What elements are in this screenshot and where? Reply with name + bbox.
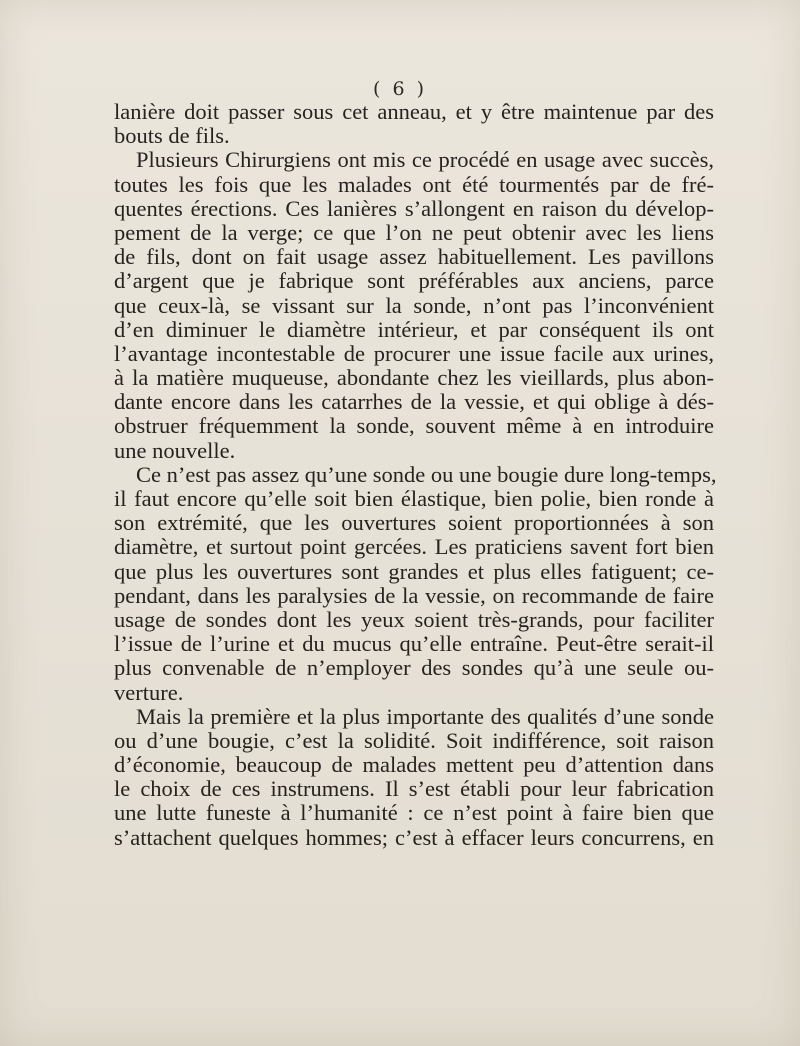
- text-line: Mais la première et la plus importante des qualités d’une sonde: [136, 703, 714, 729]
- text-line: son extrémité, que les ouvertures soient proportionnées à son: [114, 510, 714, 536]
- text-line: quentes érections. Ces lanières s’allongent en raison du dévelop-: [114, 195, 714, 221]
- text-line: que ceux-là, se vissant sur la sonde, n’ont pas l’inconvénient: [114, 292, 714, 318]
- page-number: ( 6 ): [373, 78, 427, 100]
- text-line: dante encore dans les catarrhes de la vessie, et qui oblige à dés-: [114, 389, 714, 415]
- text-line: Plusieurs Chirurgiens ont mis ce procédé en usage avec succès,: [136, 147, 714, 173]
- text-line: il faut encore qu’elle soit bien élastique, bien polie, bien ronde à: [114, 486, 714, 511]
- text-line: que plus les ouvertures sont grandes et plus elles fatiguent; ce-: [114, 558, 714, 584]
- text-line: une nouvelle.: [114, 437, 236, 463]
- text-line: toutes les fois que les malades ont été tourmentés par de fré-: [114, 171, 714, 197]
- body-text: [114, 99, 717, 850]
- text-line: plus convenable de n’employer des sondes qu’à une seule ou-: [114, 655, 714, 681]
- text-line: l’avantage incontestable de procurer une issue facile aux urines,: [114, 340, 714, 366]
- text-line: lanière doit passer sous cet anneau, et y être maintenue par des: [114, 99, 714, 124]
- text-line: diamètre, et surtout point gercées. Les praticiens savent fort bien: [114, 534, 714, 560]
- text-line: ou d’une bougie, c’est la solidité. Soit indifférence, soit raison: [114, 727, 714, 753]
- text-line: une lutte funeste à l’humanité : ce n’est point à faire bien que: [114, 800, 714, 826]
- text-line: le choix de ces instrumens. Il s’est établi pour leur fabrication: [114, 776, 714, 802]
- text-line: pement de la verge; ce que l’on ne peut obtenir avec les liens: [114, 219, 714, 245]
- text-line: bouts de fils.: [114, 123, 230, 149]
- text-line: s’attachent quelques hommes; c’est à effacer leurs concurrens, en: [114, 824, 714, 850]
- text-line: verture.: [114, 679, 184, 705]
- text-line: pendant, dans les paralysies de la vessie, on recommande de faire: [114, 582, 714, 608]
- text-line: de fils, dont on fait usage assez habituellement. Les pavillons: [114, 244, 714, 270]
- text-line: à la matière muqueuse, abondante chez les vieillards, plus abon-: [114, 365, 714, 391]
- text-line: d’argent que je fabrique sont préférables aux anciens, parce: [114, 268, 714, 294]
- text-line: Ce n’est pas assez qu’une sonde ou une bougie dure long-temps,: [136, 461, 717, 487]
- text-line: l’issue de l’urine et du mucus qu’elle entraîne. Peut-être serait-il: [114, 631, 714, 657]
- text-line: usage de sondes dont les yeux soient très-grands, pour faciliter: [114, 606, 714, 632]
- text-line: obstruer fréquemment la sonde, souvent même à en introduire: [114, 413, 714, 439]
- text-line: d’économie, beaucoup de malades mettent peu d’attention dans: [114, 752, 714, 778]
- text-line: d’en diminuer le diamètre intérieur, et par conséquent ils ont: [114, 316, 714, 342]
